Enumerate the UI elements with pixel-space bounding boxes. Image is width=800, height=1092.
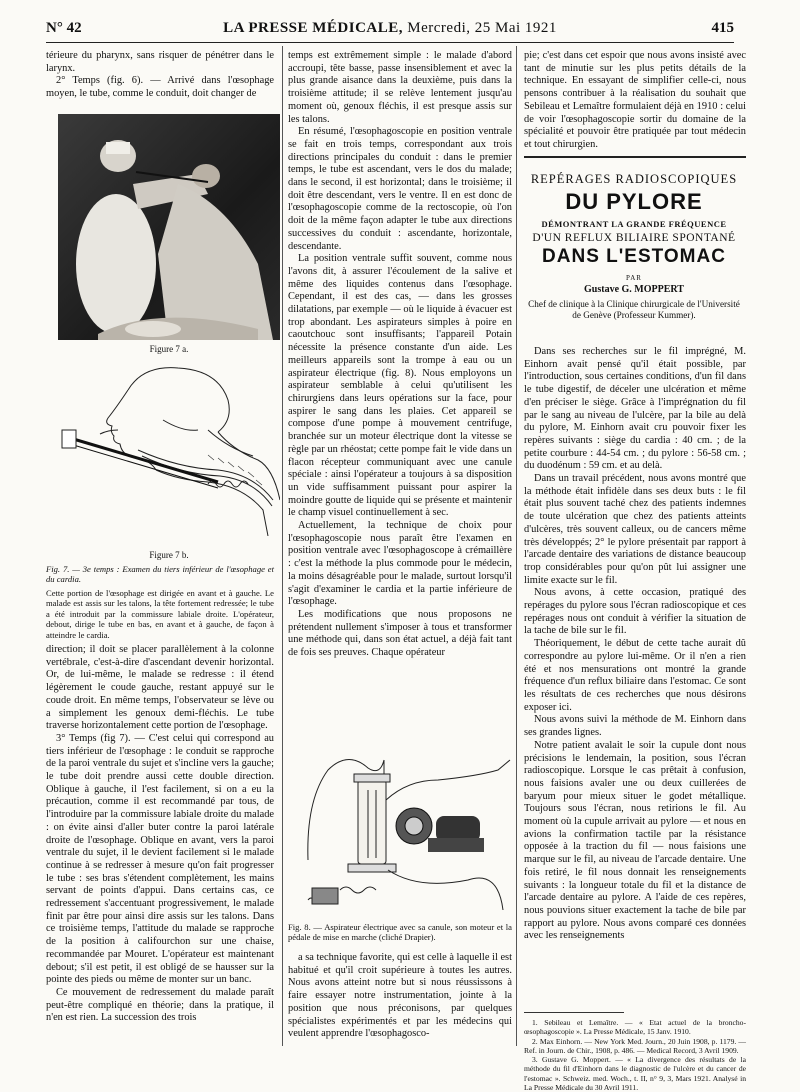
paragraph: Notre patient avalait le soir la cupule dont nous précisions le lendemain, la position, sous l'écran radioscopique. Lorsque le cas prêtait à confusion, nous faisions avaler une ou deux cuillerées de baryum pour mieux situer le godet métallique. Toujours sous l'écran, nous retirions le fil. Au moment où la cupule arrivait au pylore — et nous en avions la confirmation tactile par la résistance opposée à la traction du fil — nous faisions une marque sur le fil, au niveau de l'arcade dentaire. Une fois retiré, le fil nous donnait les renseignements suivants : la longueur totale du fil et la distance de l'arcade dentaire au pylore. A l'aide de ces repères, nous pouvions situer exactement la tache de bile par rapport au pylore. Nous avons comparé ces données avec les renseignements <box>524 739 746 942</box>
paragraph: a sa technique favorite, qui est celle à laquelle il est habitué et qu'il croit supérieure à toutes les autres. Nous avons atteint notre but si nous réussissons à faire essayer notre instrumentation, jointe à la position que nous préconisons, par quelques spécialistes expérimentés et par les médecins qui veulent apprendre l'œsophagosco- <box>288 952 512 1040</box>
figure-8-caption: Fig. 8. — Aspirateur électrique avec sa canule, son moteur et la pédale de mise en marche (cliché Drapier). <box>288 922 512 943</box>
article-title-main: DU PYLORE <box>565 189 703 214</box>
article-title-line: DÉMONTRANT LA GRANDE FRÉQUENCE <box>541 219 727 229</box>
column-1-bottom <box>46 644 274 1025</box>
journal-name: LA PRESSE MÉDICALE, <box>223 20 404 36</box>
figure-7b-caption: Figure 7 b. <box>149 550 189 560</box>
column-divider <box>282 46 283 1046</box>
footnote: 2. Max Einhorn. — New York Med. Journ., 20 Juin 1908, p. 1179. — Ref. in Journ. de Chir., 1908, p. 486. — Medical Record, 3 Avril 1909. <box>524 1036 746 1055</box>
figure-7a-photo <box>58 114 280 340</box>
page-number: 415 <box>711 20 734 36</box>
article-by: PAR <box>626 274 642 282</box>
figure-7-legend: Cette portion de l'œsophage est dirigée en avant et à gauche. Le malade est assis sur les talons, la tête fortement redressée; le tube a été introduit par la commissure labiale droite. L'opérateur, debout, dirige le tube en bas, en avant et à gauche, de façon à atteindre le cardia. <box>46 588 274 640</box>
paragraph: 2° Temps (fig. 6). — Arrivé dans l'œsophage moyen, le tube, comme le conduit, doit changer de <box>46 75 274 100</box>
paragraph: Dans un travail précédent, nous avons montré que la méthode était infidèle dans ses deux buts : le fil était plus souvent taché chez des patients indemnes de toute ulcération que chez des patients atteints d'ulcères, très souvent calleux, ou de cancers même très développés; 2° le pylore présentait par rapport à l'arcade dentaire des variations de distance beaucoup trop considérables pour qu'on pût lui assigner une limite exacte sur le fil. <box>524 473 746 586</box>
column-3-body <box>524 346 746 943</box>
paragraph: Nous avons, à cette occasion, pratiqué des repérages du pylore sous l'écran radioscopique et ces repérages nous ont conduit à vérifier la situation de la tache de bile sur le fil. <box>524 587 746 637</box>
paragraph: Actuellement, la technique de choix pour l'œsophagoscopie nous paraît être l'examen en position ventrale avec l'œsophagoscope à crémaillère : c'est la méthode la plus commode pour le médecin, la moins désagréable pour le malade, surtout lorsqu'il s'agit d'examiner le cardia et la partie inférieure de l'œsophage. <box>288 520 512 608</box>
figure-8-aspirator <box>288 740 512 916</box>
article-title-line: REPÉRAGES RADIOSCOPIQUES <box>530 172 738 186</box>
footnotes <box>524 1018 746 1092</box>
issue-date: Mercredi, 25 Mai 1921 <box>407 20 557 36</box>
paragraph: direction; il doit se placer parallèlement à la colonne vertébrale, c'est-à-dire d'ascendant devenir horizontal. Or, de lui-même, le malade se redresse : il étend légèrement le coude gauche, restant appuyé sur le coude droit. En même temps, l'observateur se lève ou a simplement les genoux demi-fléchis. Le tube traverse horizontalement cette portion de l'œsophage. <box>46 644 274 732</box>
paragraph: Théoriquement, le début de cette tache aurait dû correspondre au pylore lui-même. Or il n'en a rien été et nos mensurations ont montré la grande fréquence d'un reflux biliaire dans l'estomac. Ce sont les résultats de ces recherches que nous désirons exposer ici. <box>524 638 746 713</box>
paragraph: En résumé, l'œsophagoscopie en position ventrale se fait en trois temps, correspondant aux trois directions principales du conduit : dans le premier temps, le tube est ascendant, vers le dos du malade; dans le second, il est horizontal; dans le troisième; il doit être descendant, vers le ventre. Il en est donc de l'œsophagoscopie comme de la rectoscopie, où l'on doit de la même façon adapter le tube aux directions successives du conduit : ascendante, horizontale, descendante. <box>288 126 512 252</box>
issue-number: N° 42 <box>46 20 82 36</box>
paragraph: Ce mouvement de redressement du malade paraît peut-être compliqué en théorie; dans la pratique, il n'en est rien. La succession des trois <box>46 986 274 1024</box>
footnote-rule <box>524 1012 624 1013</box>
article-author: Gustave G. MOPPERT <box>584 284 684 295</box>
journal-title <box>46 20 734 37</box>
column-2-bottom <box>288 952 512 1041</box>
figure-7-caption: Fig. 7. — 3e temps : Examen du tiers inférieur de l'œsophage et du cardia. <box>46 564 274 585</box>
column-1-top <box>46 50 274 101</box>
section-rule <box>524 156 746 158</box>
figure-7a-caption: Figure 7 a. <box>149 344 189 354</box>
paragraph: Dans ses recherches sur le fil imprégné, M. Einhorn avait pensé qu'il était possible, par l'introduction, sous certaines conditions, d'un fil dans le tube digestif, de déceler une ulcération et même d'en préciser le siège. Grâce à l'imprégnation du fil par le sang au niveau de l'ulcère, par la bile au delà du pylore, M. Einhorn avait cru pouvoir fixer les repères suivants : siège du cardia : 40 cm. ; de la petite courbure : 44-54 cm. ; du pylore : 56-58 cm. ; du duodénum : 59 cm. et au delà. <box>524 346 746 472</box>
article-title-main: DANS L'ESTOMAC <box>542 246 726 267</box>
paragraph: Nous avons suivi la méthode de M. Einhorn dans ses grandes lignes. <box>524 714 746 739</box>
paragraph: pie; c'est dans cet espoir que nous avons insisté avec tant de minutie sur les plus petits détails de la technique. En essayant de simplifier celle-ci, nous pensons contribuer à la réalisation du souhait que Sebileau et Lemaître formulaient déjà en 1910 : celui de voir l'œsophagoscopie sortir du domaine de la spécialité et pouvoir être pratiquée par tout médecin et tout chirurgien. <box>524 50 746 150</box>
article-title-line: D'UN REFLUX BILIAIRE SPONTANÉ <box>532 232 736 244</box>
paragraph: temps est extrêmement simple : le malade d'abord accroupi, tête basse, passe insensiblement et avec la plus grande aisance dans la deuxième, puis dans la troisième attitude; il se relève lentement jusqu'au moment où, genoux fléchis, il est presque assis sur les talons. <box>288 50 512 125</box>
column-3-top <box>524 50 746 152</box>
article-heading <box>523 172 745 321</box>
article-affiliation: Chef de clinique à la Clinique chirurgicale de l'Université de Genève (Professeur Kummer). <box>528 299 740 320</box>
footnote: 1. Sebileau et Lemaître. — « Etat actuel de la broncho-œsophagoscopie ». La Presse Médicale, 15 Janv. 1910. <box>524 1018 746 1037</box>
header-rule <box>46 42 734 43</box>
footnote: 3. Gustave G. Moppert. — « La divergence des résultats de la méthode du fil d'Einhorn dans le diagnostic de l'ulcère et du cancer de l'estomac ». Schweiz. med. Woch., t. II, n° 9, 3, Mars 1921. Analysé in La Presse Médicale du 30 Avril 1911. <box>524 1055 746 1092</box>
column-2 <box>288 50 512 660</box>
column-divider <box>516 46 517 1046</box>
paragraph: térieure du pharynx, sans risquer de pénétrer dans le larynx. <box>46 50 274 74</box>
paragraph: Les modifications que nous proposons ne prétendent nullement s'imposer à tous et transformer une méthode qui, dans son état actuel, a déjà fait tant de fois ses preuves. Chaque opérateur <box>288 608 512 659</box>
paragraph: La position ventrale suffit souvent, comme nous l'avons dit, à assurer l'écoulement de la salive et même des liquides contenus dans l'œsophage. Cependant, il est des cas, — dans les grosses dilatations, par exemple — où le liquide à évacuer est trop abondant. Les aspirateurs simples à poire en caoutchouc sont insuffisants; l'appareil Potain nécessite la présence constante d'un aide. Les meilleurs appareils sont la trompe à eau ou un aspirateur électrique (fig. 8). Nous employons un aspirateur semblable à celui qu'utilisent les chirurgiens dans leurs opérations sur la face, pour aspirer le sang dans les plaies. Cet appareil se compose d'une pompe à mouvement centrifuge, branchée sur un moteur électrique dont la vitesse se règle par un rhéostat; cette pompe fait le vide dans un flacon récepteur communiquant avec une canule spéciale : ainsi l'opérateur a toujours à sa disposition un vide suffisamment puissant pour aspirer la moindre goutte de liquide qui se présente et maintenir le champ visuel continuellement à sec. <box>288 253 512 519</box>
figure-7b-drawing <box>58 360 280 536</box>
paragraph: 3° Temps (fig 7). — C'est celui qui correspond au tiers inférieur de l'œsophage : le conduit se rapproche de la paroi ventrale du sujet et s'incline vers la gauche; le tube doit prendre aussi cette double direction. Oblique à gauche, il l'est facilement, si on a eu la précaution, comme il est recommandé par tous, de l'introduire par la commissure labiale droite du malade : on évite ainsi d'aller buter contre la paroi latérale droite de l'œsophage. Oblique en avant, vers la paroi ventrale du sujet, il le devient facilement si le malade continue à se redresser à mesure qu'on fait progresser le tube : ses bras s'étendent complètement, les mains servant de points d'appui. Dans certains cas, ce redressement s'accentuant progressivement, le malade finit par être pour ainsi dire assis sur les talons. Dans ce troisième temps, l'attitude du malade se rapproche de la position à califourchon sur une chaise, recommandée par Mouret. L'opérateur est maintenant debout; s'il est petit, il est obligé de se hausser sur la pointe des pieds ou même de monter sur un banc. <box>46 732 274 986</box>
page-header <box>46 20 734 40</box>
